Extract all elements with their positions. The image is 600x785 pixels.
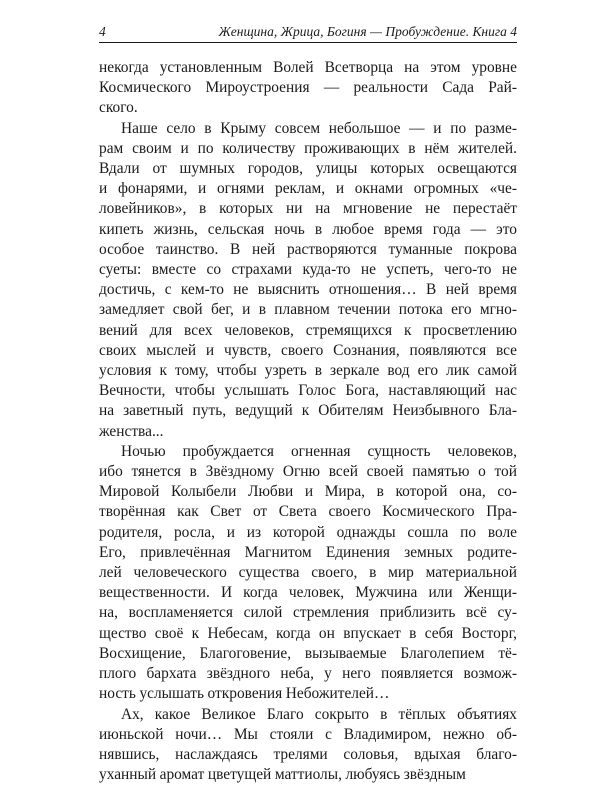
text-line: суеты: вместе со страхами куда-то не успеть, чего-то не <box>99 260 517 280</box>
running-head-title: Женщина, Жрица, Богиня — Пробуждение. Книга 4 <box>218 22 517 42</box>
paragraph <box>99 442 517 705</box>
text-line: вещественности. И когда человек, Мужчина или Женщи- <box>99 583 517 603</box>
text-line: кипеть жизнь, сельская ночь в любое время года — это <box>99 220 517 240</box>
text-line: некогда установленным Волей Всетворца на этом уровне <box>99 58 517 78</box>
text-line: родителя, росла, и из которой однажды сошла по воле <box>99 523 517 543</box>
text-line: лей человеческого существа своего, в мир материальной <box>99 563 517 583</box>
paragraph <box>99 705 517 785</box>
paragraph <box>99 58 517 119</box>
text-line: своих мыслей и чувств, своего Сознания, появляются все <box>99 341 517 361</box>
text-line: достичь, с кем-то не выяснить отношения… В ней время <box>99 280 517 300</box>
page-number: 4 <box>99 22 106 42</box>
text-line: Космического Мироустроения — реальности Сада Рай- <box>99 78 517 98</box>
running-head <box>99 22 517 43</box>
paragraph <box>99 119 517 442</box>
text-line: на заветный путь, ведущий к Обителям Неизбывного Бла- <box>99 401 517 421</box>
text-line: июньской ночи… Мы стояли с Владимиром, нежно об- <box>99 725 517 745</box>
text-line: Мировой Колыбели Любви и Мира, в которой она, со- <box>99 482 517 502</box>
text-line: ибо тянется в Звёздному Огню всей своей памятью о той <box>99 462 517 482</box>
text-line: условия к тому, чтобы узреть в зеркале вод его лик самой <box>99 361 517 381</box>
text-line: ловейников», в которых ни на мгновение не перестаёт <box>99 199 517 219</box>
text-line: Ночью пробуждается огненная сущность человеков, <box>99 442 517 462</box>
text-line: ского. <box>99 98 517 118</box>
text-line: женства... <box>99 422 517 442</box>
text-line: уханный аромат цветущей маттиолы, любуясь звёздным <box>99 765 517 785</box>
text-line: ность услышать откровения Небожителей… <box>99 684 517 704</box>
text-line: нявшись, наслаждаясь трелями соловья, вдыхая благо- <box>99 745 517 765</box>
text-line: Наше село в Крыму совсем небольшое — и по разме- <box>99 119 517 139</box>
text-line: Восхищение, Благоговение, вызываемые Благолепием тё- <box>99 644 517 664</box>
body-text <box>99 58 517 785</box>
text-line: и фонарями, и огнями реклам, и окнами огромных «че- <box>99 179 517 199</box>
text-line: щество своё к Небесам, когда он впускает в себя Восторг, <box>99 624 517 644</box>
text-line: творённая как Свет от Света своего Космического Пра- <box>99 502 517 522</box>
text-line: особое таинство. В ней растворяются туманные покрова <box>99 240 517 260</box>
text-line: Вечности, чтобы услышать Голос Бога, наставляющий нас <box>99 381 517 401</box>
text-line: плого бархата звёздного неба, у него появляется возмож- <box>99 664 517 684</box>
text-line: замедляет свой бег, и в плавном течении потока его мгно- <box>99 300 517 320</box>
text-line: на, воспламеняется силой стремления приблизить всё су- <box>99 603 517 623</box>
text-line: Вдали от шумных городов, улицы которых освещаются <box>99 159 517 179</box>
text-line: вений для всех человеков, стремящихся к просветлению <box>99 321 517 341</box>
text-line: рам своим и по количеству проживающих в нём жителей. <box>99 139 517 159</box>
text-line: Ах, какое Великое Благо сокрыто в тёплых объятиях <box>99 705 517 725</box>
text-line: Его, привлечённая Магнитом Единения земных родите- <box>99 543 517 563</box>
